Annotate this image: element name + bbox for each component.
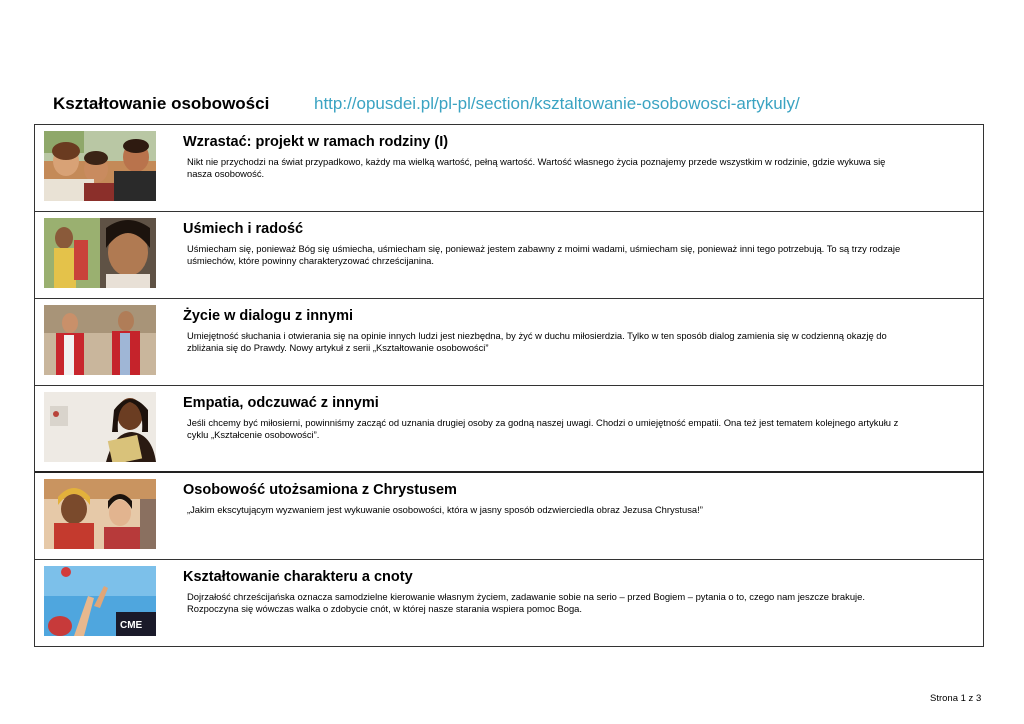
- article-description: Umiejętność słuchania i otwierania się na opinie innych ludzi jest niezbędna, by żyć w duchu miłosierdzia. Tylko w ten sposób dialog zamienia się w codzienną okazję do zbliżania się do Prawdy. Nowy artykuł z serii „Kształtowanie osobowości”: [187, 330, 887, 353]
- article-title[interactable]: Kształtowanie charakteru a cnoty: [183, 569, 413, 585]
- section-url-link[interactable]: http://opusdei.pl/pl-pl/section/ksztaltowanie-osobowosci-artykuly/: [314, 94, 800, 113]
- sports-photo[interactable]: [44, 566, 156, 636]
- volunteers-photo[interactable]: [44, 305, 156, 375]
- article-title[interactable]: Osobowość utożsamiona z Chrystusem: [183, 482, 457, 498]
- article-title[interactable]: Wzrastać: projekt w ramach rodziny (I): [183, 134, 449, 150]
- smiling-youth-photo[interactable]: [44, 218, 156, 288]
- page-number: Strona 1 z 3: [930, 693, 982, 704]
- article-description: Jeśli chcemy być miłosierni, powinniśmy zacząć od uznania drugiej osoby za godną naszej uwagi. Chodzi o umiejętność empatii. Ona też jest tematem kolejnego artykułu z cyklu „Kształcenie osobowości”.: [187, 417, 899, 440]
- page-title: Kształtowanie osobowości: [53, 94, 270, 113]
- article-item: [35, 473, 983, 560]
- article-item: [35, 386, 983, 473]
- article-title[interactable]: Empatia, odczuwać z innymi: [183, 395, 379, 411]
- article-description: „Jakim ekscytującym wyzwaniem jest wykuwanie osobowości, która w jasny sposób odzwierciedla obraz Jezusa Chrystusa!”: [187, 504, 703, 515]
- article-description: Uśmiecham się, ponieważ Bóg się uśmiecha, uśmiecham się, ponieważ jestem zabawny z moimi wadami, uśmiecham się, ponieważ inni tego potrzebują. To są trzy rodzaje uśmiechów, które powinny charakteryzować chrześcijanina.: [187, 243, 901, 266]
- svg-text:CME: CME: [120, 620, 143, 631]
- article-item: [35, 125, 983, 212]
- article-title[interactable]: Życie w dialogu z innymi: [183, 308, 353, 324]
- smiling-woman-photo[interactable]: [44, 392, 156, 462]
- article-list: [34, 124, 984, 647]
- article-item: [35, 299, 983, 386]
- article-item: [35, 560, 983, 646]
- article-title[interactable]: Uśmiech i radość: [183, 221, 304, 237]
- article-description: Dojrzałość chrześcijańska oznacza samodzielne kierowanie własnym życiem, zadawanie sobie na serio – przed Bogiem – pytania o to, czego nam jeszcze brakuje. Rozpoczyna się wówczas walka o zdobycie cnót, w której nasze starania wspiera pomoc Boga.: [187, 591, 865, 614]
- girls-photo[interactable]: [44, 479, 156, 549]
- article-item: [35, 212, 983, 299]
- family-photo[interactable]: [44, 131, 156, 201]
- article-description: Nikt nie przychodzi na świat przypadkowo, każdy ma wielką wartość, pełną wartość. Wartość własnego życia poznajemy przede wszystkim w rodzinie, gdzie wykuwa się nasza osobowość.: [187, 156, 886, 179]
